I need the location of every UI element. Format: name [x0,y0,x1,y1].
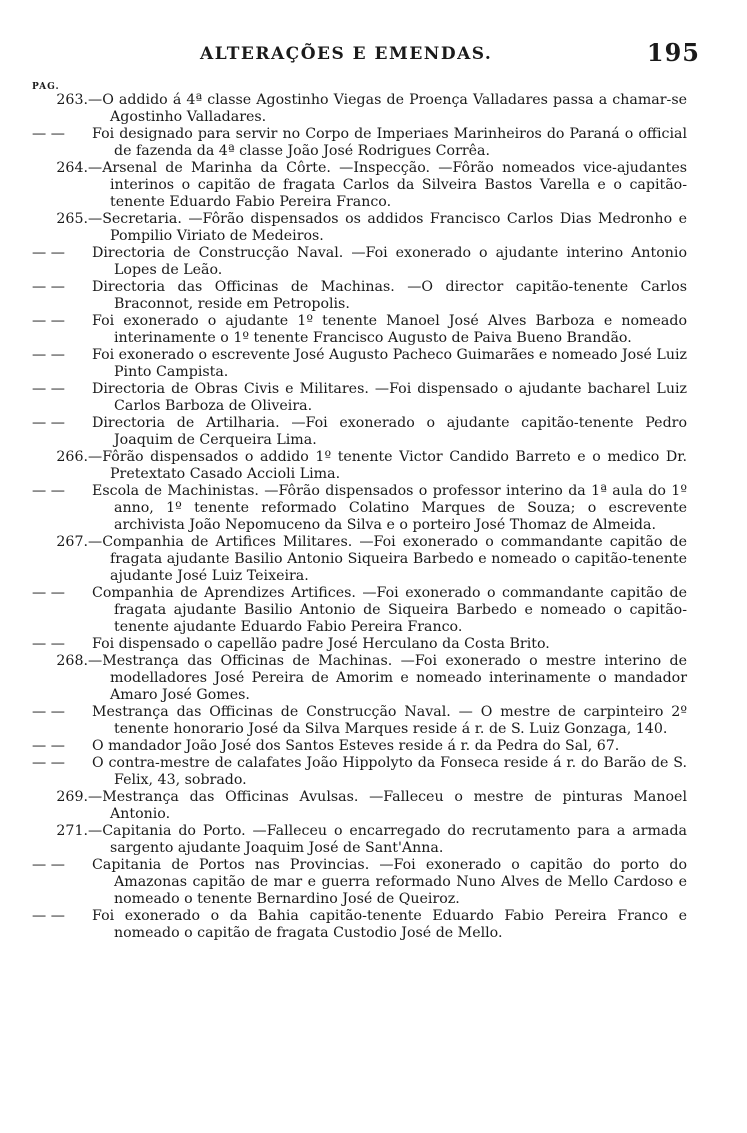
entry-dash-ref: — — [32,381,65,397]
entry-dash-ref: — — [32,126,65,142]
entry [0,415,747,449]
entry [0,789,747,823]
entry-text: Directoria de Obras Civis e Militares. —Foi dispensado o ajudante bacharel Luiz Carlos Barboza de Oliveira. [92,381,687,414]
entries-list [0,92,747,942]
entry-page-ref: 266. [56,449,88,465]
entry [0,245,747,279]
entry [0,279,747,313]
entry [0,160,747,211]
entry-page-ref: 271. [56,823,88,839]
entry-text: —Capitania do Porto. —Falleceu o encarregado do recrutamento para a armada sargento ajudante Joaquim José de Sant'Anna. [88,823,687,856]
entry-dash-ref: — — [32,279,65,295]
entry [0,313,747,347]
entry-dash-ref: — — [32,908,65,924]
entry-text: Foi exonerado o da Bahia capitão-tenente Eduardo Fabio Pereira Franco e nomeado o capitão de fragata Custodio José de Mello. [92,908,687,941]
entry [0,211,747,245]
entry-text: Directoria de Artilharia. —Foi exonerado o ajudante capitão-tenente Pedro Joaquim de Cerqueira Lima. [92,415,687,448]
entry-text: Mestrança das Officinas de Construcção Naval. — O mestre de carpinteiro 2º tenente honorario José da Silva Marques reside á r. de S. Luiz Gonzaga, 140. [92,704,687,737]
entry-text: Directoria das Officinas de Machinas. —O director capitão-tenente Carlos Braconnot, reside em Petropolis. [92,279,687,312]
entry-page-ref: 269. [56,789,88,805]
entry-dash-ref: — — [32,636,65,652]
entry [0,738,747,755]
entry [0,92,747,126]
entry [0,823,747,857]
entry [0,483,747,534]
entry [0,636,747,653]
page-title: ALTERAÇÕES E EMENDAS. [200,44,493,64]
entry-page-ref: 264. [56,160,88,176]
entry-dash-ref: — — [32,857,65,873]
entry-text: Foi exonerado o escrevente José Augusto Pacheco Guimarães e nomeado José Luiz Pinto Campista. [92,347,687,380]
entry-dash-ref: — — [32,245,65,261]
entry [0,449,747,483]
entry-dash-ref: — — [32,415,65,431]
entry [0,704,747,738]
entry-text: —Secretaria. —Fôrão dispensados os addidos Francisco Carlos Dias Medronho e Pompilio Viriato de Medeiros. [88,211,687,244]
entry-text: O contra-mestre de calafates João Hippolyto da Fonseca reside á r. do Barão de S. Felix, 43, sobrado. [92,755,687,788]
entry-page-ref: 267. [56,534,88,550]
page-header [190,36,700,70]
entry-text: —Mestrança das Officinas de Machinas. —Foi exonerado o mestre interino de modelladores José Pereira de Amorim e nomeado interinamente o mandador Amaro José Gomes. [88,653,687,703]
entry [0,347,747,381]
entry-dash-ref: — — [32,755,65,771]
entry [0,585,747,636]
entry [0,534,747,585]
page-number: 195 [646,38,700,67]
entry [0,653,747,704]
entry-dash-ref: — — [32,704,65,720]
entry-text: —Fôrão dispensados o addido 1º tenente Victor Candido Barreto e o medico Dr. Pretextato Casado Accioli Lima. [88,449,687,482]
entry [0,755,747,789]
entry-text: Companhia de Aprendizes Artifices. —Foi exonerado o commandante capitão de fragata ajudante Basilio Antonio de Siqueira Barbedo e nomeado o capitão-tenente ajudante Eduardo Fabio Pereira Franco. [92,585,687,635]
entry-dash-ref: — — [32,738,65,754]
entry-text: Foi exonerado o ajudante 1º tenente Manoel José Alves Barboza e nomeado interinamente o 1º tenente Francisco Augusto de Paiva Bueno Brandão. [92,313,687,346]
entry-dash-ref: — — [32,483,65,499]
entry-text: Capitania de Portos nas Provincias. —Foi exonerado o capitão do porto do Amazonas capitão de mar e guerra reformado Nuno Alves de Mello Cardoso e nomeado o tenente Bernardino José de Queiroz. [92,857,687,907]
entry-text: O mandador João José dos Santos Esteves reside á r. da Pedra do Sal, 67. [92,738,620,754]
entry-text: —O addido á 4ª classe Agostinho Viegas de Proença Valladares passa a chamar-se Agostinho Valladares. [88,92,687,125]
entry [0,126,747,160]
entry [0,857,747,908]
entry-text: Foi dispensado o capellão padre José Herculano da Costa Brito. [92,636,550,652]
entry-text: —Mestrança das Officinas Avulsas. —Falleceu o mestre de pinturas Manoel Antonio. [88,789,687,822]
entry-page-ref: 268. [56,653,88,669]
entry-page-ref: 263. [56,92,88,108]
pag-label: PAG. [32,82,60,92]
entry-dash-ref: — — [32,313,65,329]
entry-text: —Arsenal de Marinha da Côrte. —Inspecção. —Fôrão nomeados vice-ajudantes interinos o capitão de fragata Carlos da Silveira Bastos Varella e o capitão-tenente Eduardo Fabio Pereira Franco. [88,160,687,210]
entry-dash-ref: — — [32,347,65,363]
entry-dash-ref: — — [32,585,65,601]
entry-text: Escola de Machinistas. —Fôrão dispensados o professor interino da 1ª aula do 1º anno, 1º tenente reformado Colatino Marques de Souza; o escrevente archivista João Nepomuceno da Silva e o porteiro José Thomaz de Almeida. [92,483,687,533]
entry-text: Foi designado para servir no Corpo de Imperiaes Marinheiros do Paraná o official de fazenda da 4ª classe João José Rodrigues Corrêa. [92,126,687,159]
entry [0,908,747,942]
entry-text: Directoria de Construcção Naval. —Foi exonerado o ajudante interino Antonio Lopes de Leão. [92,245,687,278]
entry-text: —Companhia de Artifices Militares. —Foi exonerado o commandante capitão de fragata ajudante Basilio Antonio Siqueira Barbedo e nomeado o capitão-tenente ajudante José Luiz Teixeira. [88,534,687,584]
entry-page-ref: 265. [56,211,88,227]
entry [0,381,747,415]
